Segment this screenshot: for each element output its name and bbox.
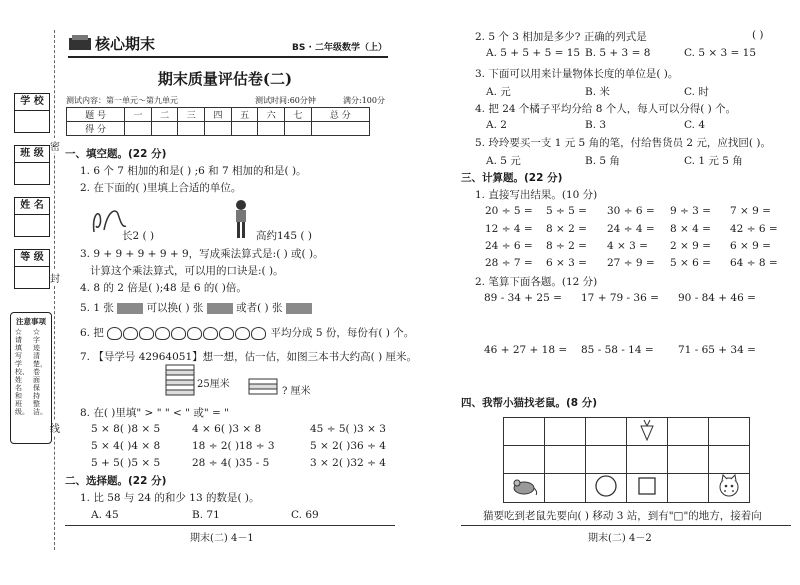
cat-icon [716,474,742,498]
score-head-cell: 题 号 [67,108,125,122]
calc-1-4: 9 ÷ 3 = [670,205,711,217]
class-label: 班 级 [14,145,50,163]
compare-1-2: 4 × 6( )3 × 8 [192,423,262,435]
choice-1-c: C. 69 [291,509,319,521]
question-1-1: 1. 6 个 7 相加的和是( ) ;6 和 7 相加的和是( )。 [80,165,307,177]
written-1-1: 89 - 34 + 25 = [484,292,562,304]
grid-cell [586,474,627,503]
circle-icon [594,474,618,498]
question-1-5 [80,300,312,315]
grid-row [504,418,750,446]
calc-2-4: 8 × 4 = [670,223,711,235]
maze-grid [503,417,750,503]
question-1-2a: 长2 ( ) [122,230,155,242]
calc-1-3: 30 ÷ 6 = [607,205,655,217]
compare-2-2: 18 ÷ 2( )18 ÷ 3 [192,440,275,452]
choice-2-b: B. 5 + 3 = 8 [585,47,651,59]
score-head-cell: 三 [178,108,205,122]
calc-1-5: 7 × 9 = [730,205,771,217]
grid-cell [545,418,586,446]
choice-1: 1. 比 58 与 24 的和少 13 的数是( )。 [80,492,260,504]
banknote-icon [117,303,143,314]
section-3-title: 三、计算题。(22 分) [461,172,563,184]
grid-row [504,474,750,503]
square-icon [637,476,657,496]
question-1-6 [80,325,414,340]
compare-1-1: 5 × 8( )8 × 5 [91,423,161,435]
question-1-5c: 或者( ) 张 [236,302,283,314]
choice-2-paren: ( ) [752,29,764,41]
compare-3-3: 3 × 2( )32 ÷ 4 [310,457,386,469]
grid-cell [709,474,750,503]
grid-question: 猫要吃到老鼠先要向( ) 移动 3 站，到有"□"的地方，接着向 [483,510,762,522]
grid-row [504,446,750,474]
seal-line [54,30,55,550]
question-1-6b: 平均分成 5 份，每份有( ) 个。 [270,327,415,339]
section-2-title: 二、选择题。(22 分) [65,475,167,487]
page-title: 期末质量评估卷(二) [157,70,293,88]
compare-1-3: 45 ÷ 5( )3 × 3 [310,423,386,435]
score-cell[interactable] [231,122,258,136]
seal-char-2: 封 [50,270,60,285]
choice-3-b: B. 米 [585,86,610,98]
grid-cell [504,474,545,503]
peach-icon [107,327,122,340]
mouse-icon [510,476,538,496]
name-label: 姓 名 [14,197,50,215]
calc-2-5: 42 ÷ 6 = [730,223,778,235]
section-4-title: 四、我帮小猫找老鼠。(8 分) [461,397,598,409]
score-cell[interactable] [258,122,285,136]
full-score: 满分:100分 [343,96,385,105]
score-value-row [67,122,370,136]
grid-cell [545,474,586,503]
score-row-label: 得 分 [67,122,125,136]
calc-part-1-title: 1. 直接写出结果。(10 分) [475,189,598,201]
question-1-3b: 计算这个乘法算式，可以用的口诀是:( )。 [90,265,284,277]
choice-3-c: C. 时 [684,86,709,98]
question-1-5b: 可以换( ) 张 [146,302,204,314]
score-head-cell: 一 [125,108,152,122]
grid-cell [504,418,545,446]
class-field[interactable] [14,162,50,185]
grid-cell [627,418,668,446]
notice-text-1: ☆请填写学校、姓名和班级。 [15,328,29,416]
grid-cell [668,474,709,503]
peach-icon [235,327,250,340]
peach-icon [251,327,266,340]
question-1-4: 4. 8 的 2 倍是( );48 是 6 的( )倍。 [80,282,247,294]
footer-rule-left [65,525,395,526]
written-1-2: 17 + 79 - 36 = [581,292,659,304]
choice-1-b: B. 71 [192,509,220,521]
grid-cell [668,418,709,446]
choice-5: 5. 玲玲要买一支 1 元 5 角的笔，付给售货员 2 元，应找回( )。 [475,137,771,149]
calc-3-5: 6 × 9 = [730,240,771,252]
choice-4-b: B. 3 [585,119,607,131]
section-1-title: 一、填空题。(22 分) [65,148,167,160]
calc-1-2: 5 ÷ 5 = [546,205,587,217]
seal-char-3: 线 [50,420,60,435]
written-2-2: 85 - 58 - 14 = [581,344,654,356]
calc-1-1: 20 ÷ 5 = [485,205,533,217]
score-cell[interactable] [205,122,232,136]
written-1-3: 90 - 84 + 46 = [678,292,756,304]
notice-box [10,312,52,444]
compare-2-3: 5 × 2( )36 ÷ 4 [310,440,386,452]
score-header-row [67,108,370,122]
choice-4-a: A. 2 [486,119,507,131]
book-stack-small-icon [248,378,278,396]
choice-5-b: B. 5 角 [585,155,620,167]
header-rule [68,56,388,58]
choice-4: 4. 把 24 个橘子平均分给 8 个人，每人可以分得( ) 个。 [475,103,737,115]
grid-cell [504,446,545,474]
grid-cell [586,446,627,474]
book-stack-icon [165,364,195,400]
written-2-1: 46 + 27 + 18 = [484,344,568,356]
choice-2-a: A. 5 + 5 + 5 = 15 [486,47,581,59]
question-1-8: 8. 在( )里填" > " " < " 或" = " [80,407,229,419]
choice-5-c: C. 1 元 5 角 [684,155,743,167]
calc-3-1: 24 ÷ 6 = [485,240,533,252]
grid-cell [668,446,709,474]
question-1-2b: 高约145 ( ) [256,230,312,242]
peach-icon [203,327,218,340]
peach-icon [139,327,154,340]
banknote-icon [207,303,233,314]
written-2-3: 71 - 65 + 34 = [678,344,756,356]
books-a-label: 25厘米 [197,379,230,390]
notice-title: 注意事项 [16,317,46,326]
peach-row [107,327,270,339]
subject-label: BS · 二年级数学（上） [292,43,388,53]
calc-part-2-title: 2. 笔算下面各题。(12 分) [475,276,598,288]
footer-rule-right [461,525,791,526]
logo-text: 核心期末 [95,35,156,53]
calc-4-2: 6 × 3 = [546,257,587,269]
notice-text-2: ☆字迹清楚，卷面保持整洁。 [33,328,47,416]
score-head-cell: 四 [205,108,232,122]
choice-2-c: C. 5 × 3 = 15 [684,47,757,59]
peach-icon [187,327,202,340]
score-head-cell: 六 [258,108,285,122]
calc-3-2: 8 ÷ 2 = [546,240,587,252]
banknote-icon [286,303,312,314]
grid-cell [709,418,750,446]
test-time: 测试时间:60分钟 [255,96,316,105]
score-head-cell: 二 [151,108,178,122]
calc-2-1: 12 ÷ 4 = [485,223,533,235]
page-footer-right: 期末(二) 4－2 [588,533,652,544]
score-head-cell: 五 [231,108,258,122]
name-field[interactable] [14,214,50,237]
calc-4-5: 64 ÷ 8 = [730,257,778,269]
seal-char-1: 密 [50,138,60,153]
question-1-2: 2. 在下面的( )里填上合适的单位。 [80,182,242,194]
brand-logo [68,33,158,53]
peach-icon [155,327,170,340]
grid-cell [545,446,586,474]
choice-3-a: A. 元 [486,86,511,98]
school-field[interactable] [14,110,50,133]
score-cell[interactable] [311,122,369,136]
grid-cell [586,418,627,446]
calc-4-1: 28 ÷ 7 = [485,257,533,269]
score-cell[interactable] [285,122,312,136]
peach-icon [219,327,234,340]
score-cell[interactable] [125,122,152,136]
girl-icon [228,198,254,242]
grid-cell [709,446,750,474]
peach-icon [123,327,138,340]
carrot-icon [637,419,657,441]
calc-3-3: 4 × 3 = [607,240,648,252]
score-cell[interactable] [178,122,205,136]
calc-3-4: 2 × 9 = [670,240,711,252]
school-label: 学 校 [14,93,50,111]
choice-3: 3. 下面可以用来计量物体长度的单位是( )。 [475,68,679,80]
choice-5-a: A. 5 元 [486,155,521,167]
compare-3-1: 5 + 5( )5 × 5 [91,457,161,469]
score-table [66,107,370,136]
calc-2-3: 24 ÷ 4 = [607,223,655,235]
choice-4-c: C. 4 [684,119,706,131]
test-scope: 测试内容：第一单元～第九单元 [66,96,178,105]
question-1-6a: 6. 把 [80,327,104,339]
score-head-cell: 七 [285,108,312,122]
question-1-3: 3. 9 + 9 + 9 + 9 + 9，写成乘法算式是:( ) 或( )。 [80,248,324,260]
calc-4-3: 27 ÷ 9 = [607,257,655,269]
score-head-cell: 总 分 [311,108,369,122]
choice-1-a: A. 45 [91,509,119,521]
page-footer-left: 期末(二) 4－1 [190,533,254,544]
books-b-label: ? 厘米 [282,386,311,397]
compare-3-2: 28 ÷ 4( )35 - 5 [192,457,270,469]
question-1-5a: 5. 1 张 [80,302,114,314]
calc-4-4: 5 × 6 = [670,257,711,269]
book-logo-icon [68,34,92,52]
score-cell[interactable] [151,122,178,136]
grid-cell [627,446,668,474]
peach-icon [171,327,186,340]
choice-2: 2. 5 个 3 相加是多少? 正确的列式是 [475,31,647,43]
question-1-7: 7. 【导学号 42964051】想一想，估一估，如图三本书大约高( ) 厘米。 [80,351,418,363]
level-field[interactable] [14,266,50,289]
calc-2-2: 8 × 2 = [546,223,587,235]
compare-2-1: 5 × 4( )4 × 8 [91,440,161,452]
grid-cell [627,474,668,503]
level-label: 等 级 [14,249,50,267]
